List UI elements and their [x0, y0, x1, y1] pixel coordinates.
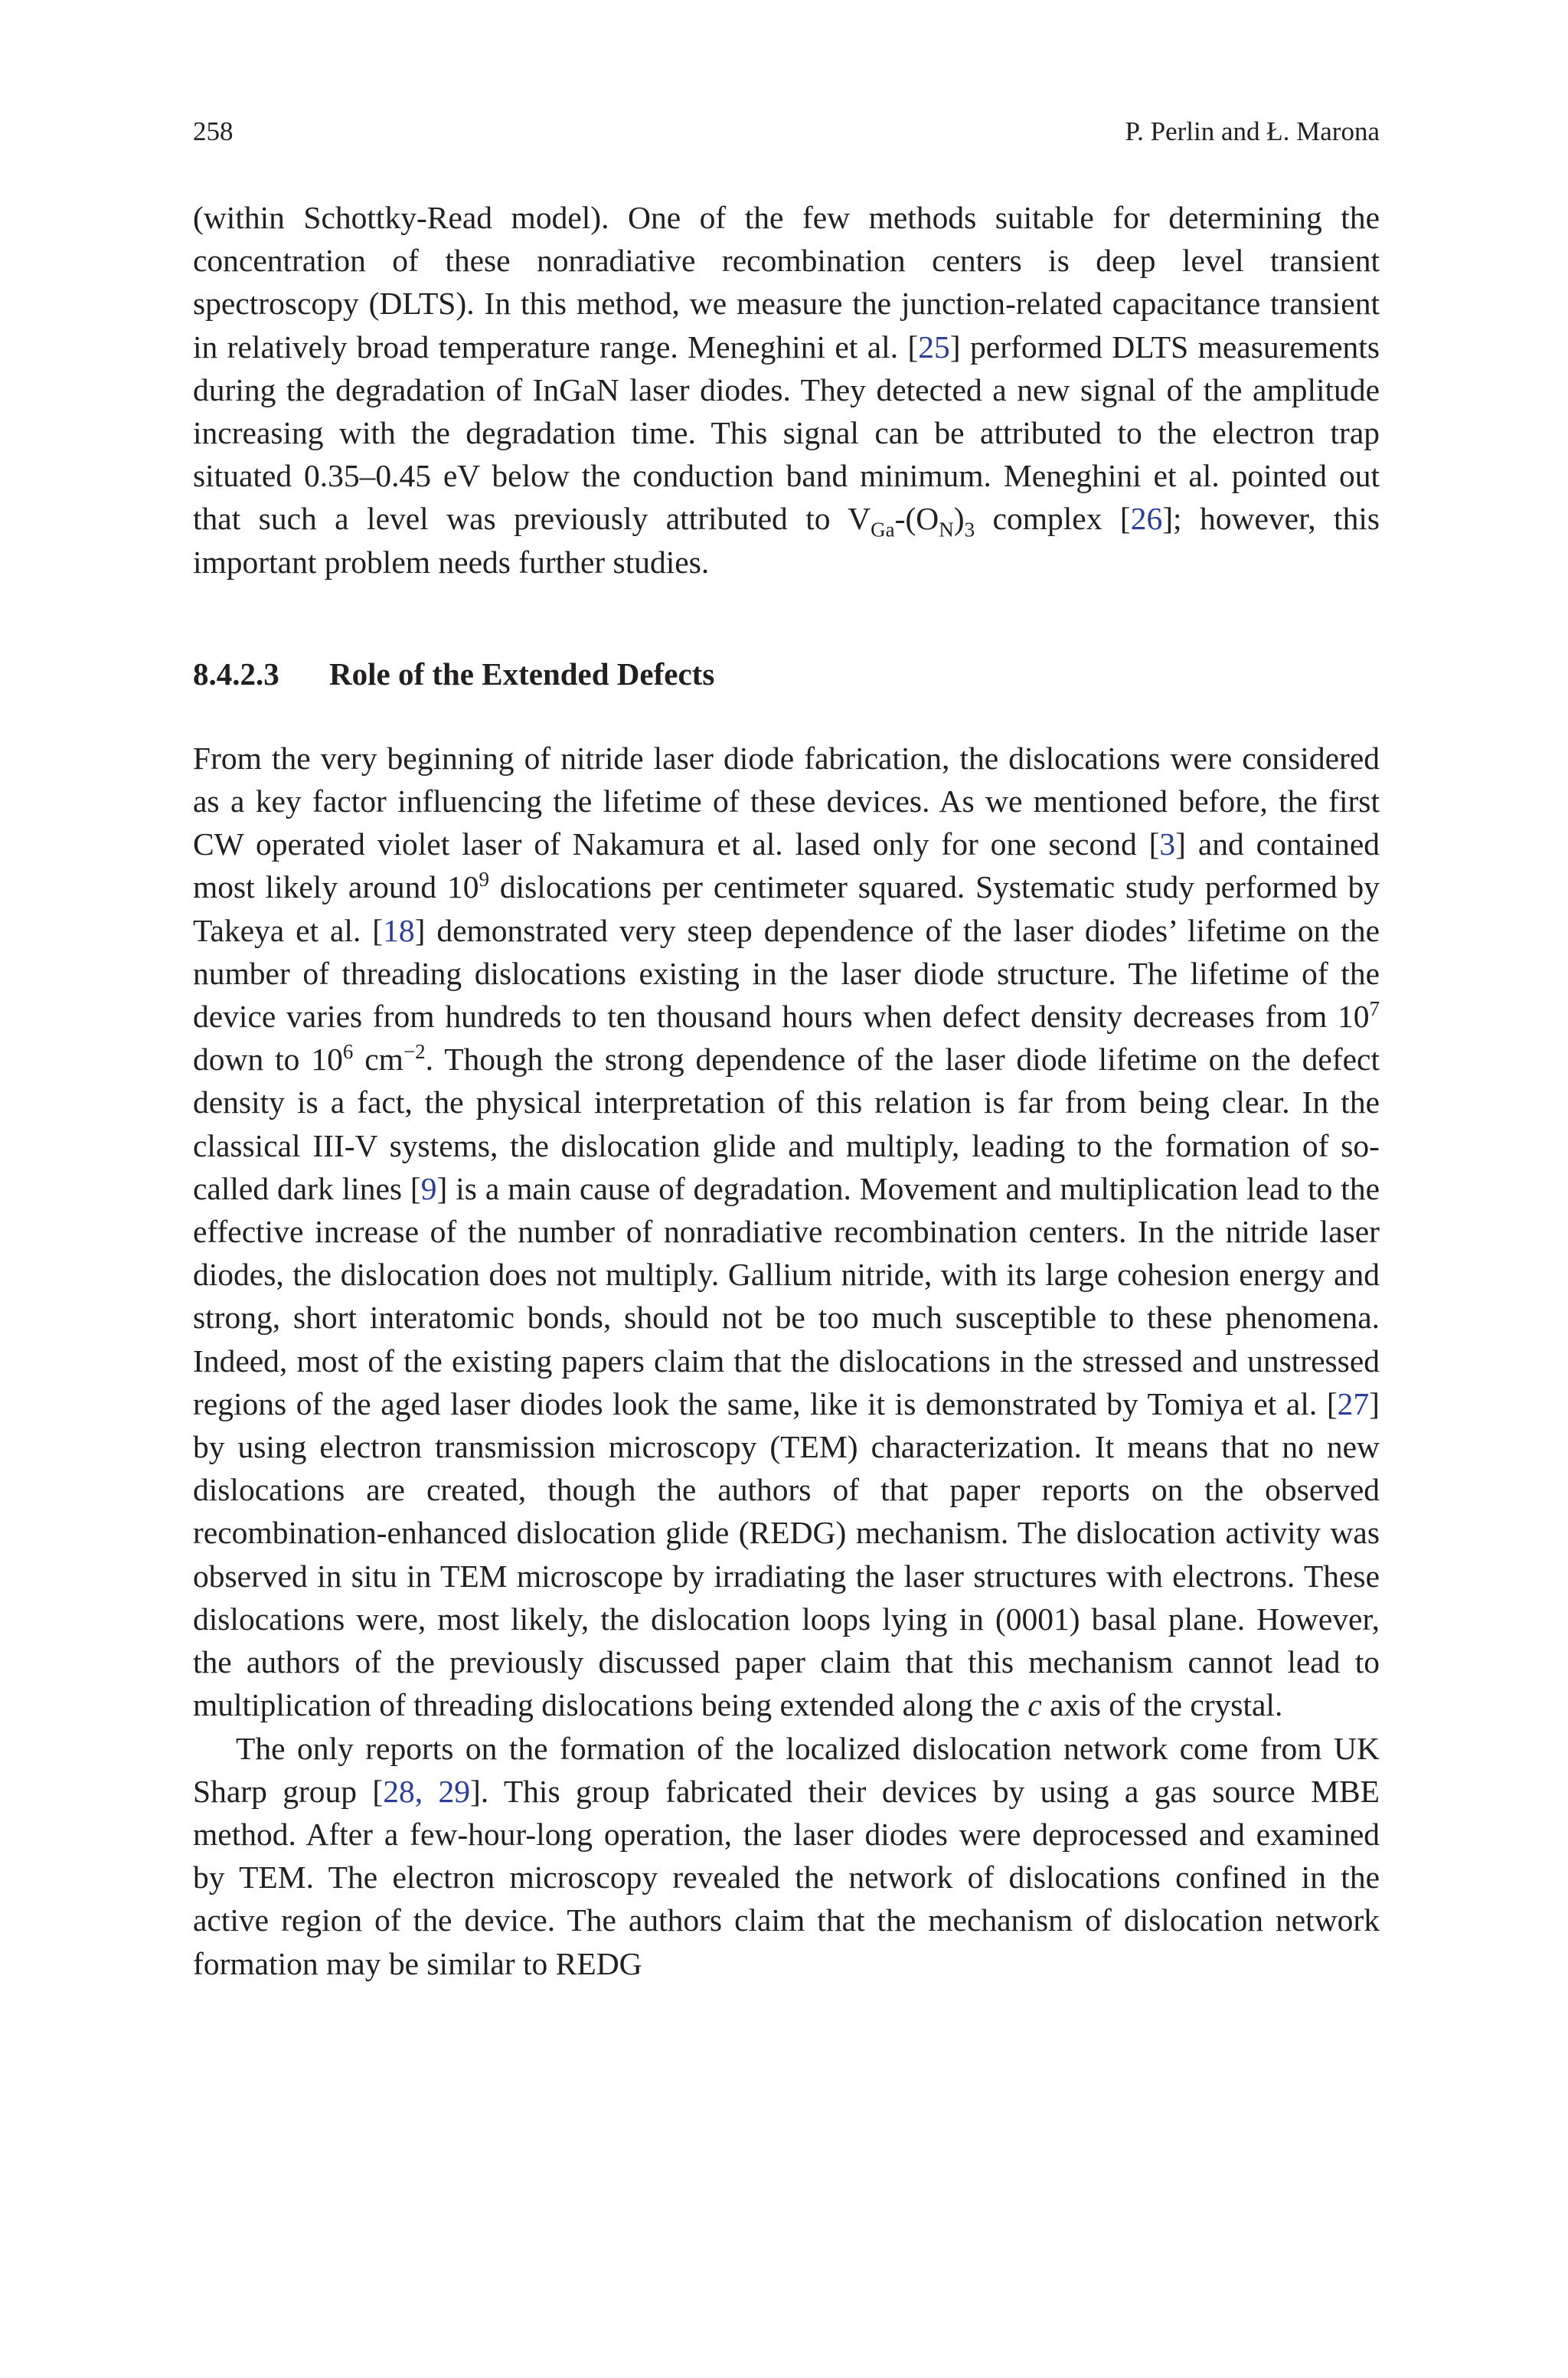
text-run: down to 10	[193, 1042, 343, 1078]
text-run: ] and contained most likely around 10	[193, 826, 1380, 905]
text-run: ]. This group fabricated their devices by using a gas source MBE method. After a few-hour-long operation, the laser diodes were deprocessed and examined by TEM. The electron microscopy revealed the network of dislocations confined in the active region of the device. The authors claim that the mechanism of dislocation network formation may be similar to REDG	[193, 1773, 1380, 1981]
section-number: 8.4.2.3	[193, 656, 279, 692]
text-run: . Though the strong dependence of the laser diode lifetime on the defect density is a fact, the physical interpretation of this relation is far from being clear. In the classical III-V systems, the dislocation glide and multiply, leading to the formation of so-called dark lines [	[193, 1042, 1380, 1206]
citation-link[interactable]: 26	[1130, 501, 1163, 537]
superscript: 9	[479, 868, 490, 891]
paragraph-dlts	[193, 196, 1380, 584]
text-run: )	[953, 501, 965, 537]
citation-link[interactable]: 28, 29	[383, 1773, 470, 1809]
subscript: Ga	[871, 518, 895, 541]
citation-link[interactable]: 25	[918, 329, 950, 365]
text-run: dislocations per centimeter squared. Systematic study performed by Takeya et al. [	[193, 869, 1380, 948]
text-run: ] by using electron transmission microscopy (TEM) characterization. It means that no new dislocations are created, though the authors of that paper reports on the observed recombination-enhanced dislocation glide (REDG) mechanism. The dislocation activity was observed in situ in TEM microscope by irradiating the laser structures with electrons. These dislocations were, most likely, the dislocation loops lying in (0001) basal plane. However, the authors of the previously discussed paper claim that this mechanism cannot lead to multiplication of threading dislocations being extended along the	[193, 1385, 1380, 1723]
italic-variable: c	[1027, 1687, 1042, 1723]
text-run: From the very beginning of nitride laser diode fabrication, the dislocations were considered as a key factor influencing the lifetime of these devices. As we mentioned before, the first CW operated violet laser of Nakamura et al. lased only for one second [	[193, 740, 1380, 862]
page-number: 258	[193, 116, 234, 146]
paragraph-sharp-group	[193, 1727, 1380, 1985]
text-run: complex [	[975, 501, 1131, 537]
section-title: Role of the Extended Defects	[329, 656, 715, 692]
text-run: (within Schottky-Read model). One of the few methods suitable for determining the concentration of these nonradiative recombination centers is deep level transient spectroscopy (DLTS). In this method, we measure the junction-related capacitance transient in relatively broad temperature range. Meneghini et al. [	[193, 200, 1380, 365]
text-run: axis of the crystal.	[1041, 1687, 1283, 1723]
superscript: −2	[403, 1040, 426, 1064]
running-head	[193, 115, 1380, 149]
citation-link[interactable]: 18	[383, 912, 415, 948]
text-run: -(O	[894, 501, 939, 537]
text-run: The only reports on the formation of the localized dislocation network come from UK Sharp group [	[193, 1730, 1380, 1809]
citation-link[interactable]: 27	[1337, 1385, 1370, 1421]
running-head-authors: P. Perlin and Ł. Marona	[1125, 116, 1380, 146]
text-run: ]; however, this important problem needs further studies.	[193, 501, 1380, 580]
subscript: 3	[964, 518, 975, 541]
text-run: cm	[353, 1042, 403, 1078]
page	[193, 115, 1380, 1985]
subscript: N	[939, 518, 954, 541]
citation-link[interactable]: 9	[420, 1170, 437, 1206]
superscript: 6	[342, 1040, 354, 1064]
text-run: ] performed DLTS measurements during the degradation of InGaN laser diodes. They detected a new signal of the amplitude increasing with the degradation time. This signal can be attributed to the electron trap situated 0.35–0.45 eV below the conduction band minimum. Meneghini et al. pointed out that such a level was previously attributed to V	[193, 329, 1380, 537]
paragraph-extended-defects	[193, 737, 1380, 1727]
text-run: ] is a main cause of degradation. Movement and multiplication lead to the effective increase of the number of nonradiative recombination centers. In the nitride laser diodes, the dislocation does not multiply. Gallium nitride, with its large cohesion energy and strong, short interatomic bonds, should not be too much susceptible to these phenomena. Indeed, most of the existing papers claim that the dislocations in the stressed and unstressed regions of the aged laser diodes look the same, like it is demonstrated by Tomiya et al. [	[193, 1170, 1380, 1421]
superscript: 7	[1369, 997, 1380, 1021]
citation-link[interactable]: 3	[1159, 826, 1176, 862]
text-run: ] demonstrated very steep dependence of the laser diodes’ lifetime on the number of threading dislocations existing in the laser diode structure. The lifetime of the device varies from hundreds to ten thousand hours when defect density decreases from 10	[193, 912, 1380, 1035]
section-heading	[193, 653, 1380, 695]
